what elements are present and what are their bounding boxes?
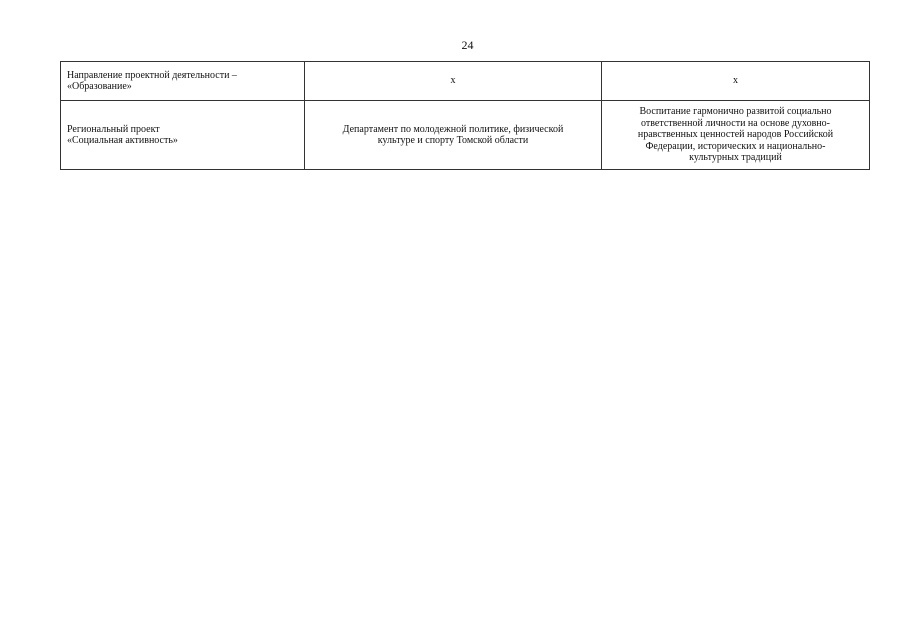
cell-text: x: [450, 75, 456, 87]
cell-text: Региональный проект: [67, 123, 160, 135]
table-cell-goal: [602, 62, 870, 101]
cell-text: x: [733, 75, 738, 87]
cell-text: «Социальная активность»: [67, 135, 178, 146]
table-row: [61, 62, 870, 101]
cell-text: культуре и спорту Томской области: [377, 135, 529, 146]
cell-text: культурных традиций: [689, 152, 782, 164]
table-cell-project: [61, 101, 305, 170]
table-cell-goal: [602, 101, 870, 170]
table-cell-direction: [61, 62, 305, 101]
cell-text: Воспитание гармонично развитой социально: [639, 106, 832, 118]
page-number: 24: [461, 38, 474, 52]
project-table: [60, 61, 870, 170]
cell-text: «Образование»: [67, 81, 132, 92]
table-cell-department: [305, 101, 602, 170]
cell-text: Федерации, исторических и национально-: [645, 140, 826, 152]
cell-text: нравственных ценностей народов Российской: [637, 129, 834, 141]
table-cell-department: [305, 62, 602, 101]
table-row: [61, 101, 870, 170]
cell-text: Департамент по молодежной политике, физической: [342, 123, 564, 135]
cell-text: ответственной личности на основе духовно-: [641, 117, 830, 129]
cell-text: Направление проектной деятельности –: [67, 69, 237, 81]
